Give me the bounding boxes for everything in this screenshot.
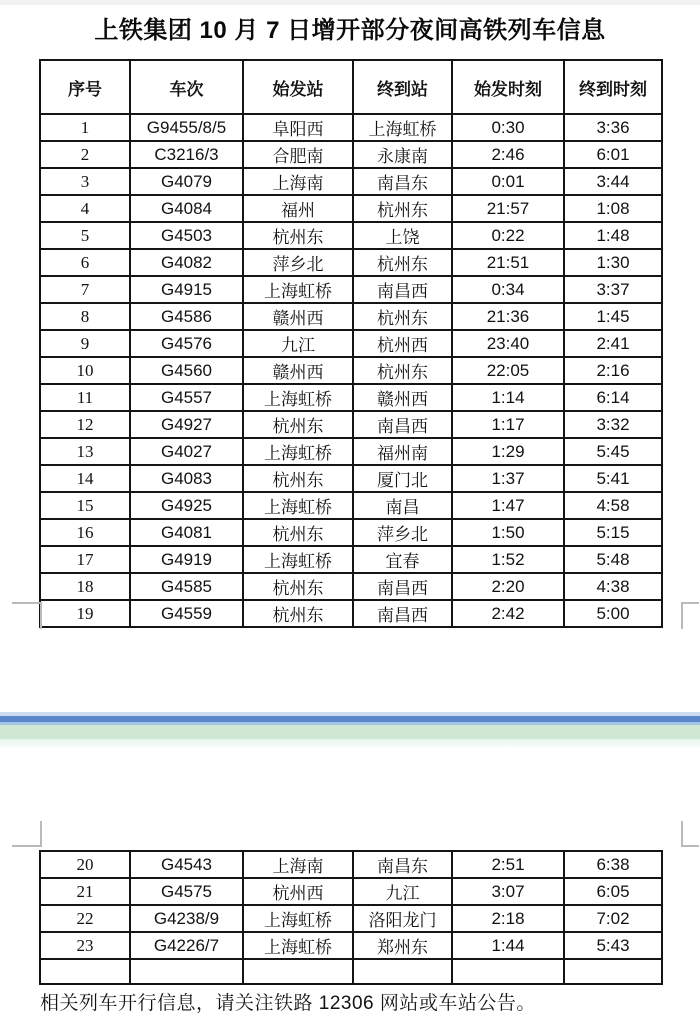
cell-depart-time: 1:47 [452,492,564,519]
cell-depart-time: 1:37 [452,465,564,492]
page2-top-right-margin-mark [681,821,699,847]
cell-origin: 杭州东 [243,411,353,438]
cell-origin: 上海虹桥 [243,546,353,573]
table-row [40,384,662,411]
table-row [40,114,662,141]
cell-arrive-time: 5:45 [564,438,662,465]
cell-seq: 20 [40,851,130,878]
cell-depart-time: 21:57 [452,195,564,222]
cell-origin: 上海虹桥 [243,492,353,519]
cell-origin: 福州 [243,195,353,222]
cell-depart-time: 2:46 [452,141,564,168]
divider-stripe-fade [0,739,700,749]
cell-arrive-time: 6:05 [564,878,662,905]
cell-depart-time: 2:18 [452,905,564,932]
cell-arrive-time: 6:38 [564,851,662,878]
table-row [40,249,662,276]
cell-destination: 九江 [353,878,452,905]
cell-depart-time: 2:42 [452,600,564,627]
cell-depart-time: 1:52 [452,546,564,573]
cell-seq: 7 [40,276,130,303]
cell-destination: 上饶 [353,222,452,249]
cell-train-no: G4925 [130,492,243,519]
cell-destination: 南昌东 [353,851,452,878]
cell-train-no: G4559 [130,600,243,627]
cell-seq: 2 [40,141,130,168]
cell-origin: 上海南 [243,168,353,195]
table-row [40,905,662,932]
page-top-strip [0,0,700,5]
page1-bottom-right-margin-mark [681,602,699,629]
table-row [40,600,662,627]
cell-destination [353,959,452,984]
cell-depart-time: 1:44 [452,932,564,959]
cell-arrive-time: 2:16 [564,357,662,384]
cell-arrive-time: 3:37 [564,276,662,303]
cell-destination: 杭州西 [353,330,452,357]
cell-destination: 厦门北 [353,465,452,492]
divider-stripe-green [0,725,700,739]
cell-arrive-time: 3:36 [564,114,662,141]
cell-destination: 南昌西 [353,573,452,600]
cell-arrive-time: 1:08 [564,195,662,222]
cell-arrive-time: 7:02 [564,905,662,932]
cell-arrive-time: 5:00 [564,600,662,627]
table-row [40,195,662,222]
cell-destination: 南昌西 [353,411,452,438]
cell-depart-time: 1:29 [452,438,564,465]
cell-origin: 上海虹桥 [243,276,353,303]
cell-destination: 南昌 [353,492,452,519]
cell-train-no: G4915 [130,276,243,303]
page2-top-left-margin-mark [12,821,42,847]
table-row [40,168,662,195]
header-train-no: 车次 [130,60,243,114]
cell-destination: 福州南 [353,438,452,465]
footer-note: 相关列车开行信息，请关注铁路 12306 网站或车站公告。 [40,993,536,1014]
cell-destination: 萍乡北 [353,519,452,546]
cell-train-no: G4586 [130,303,243,330]
cell-train-no: G4575 [130,878,243,905]
table-row [40,959,662,984]
cell-origin: 九江 [243,330,353,357]
cell-destination: 宜春 [353,546,452,573]
table-row [40,519,662,546]
cell-arrive-time: 1:45 [564,303,662,330]
cell-arrive-time: 6:01 [564,141,662,168]
cell-destination: 永康南 [353,141,452,168]
cell-depart-time: 2:51 [452,851,564,878]
cell-arrive-time: 3:32 [564,411,662,438]
cell-train-no: G4027 [130,438,243,465]
cell-depart-time: 1:14 [452,384,564,411]
cell-seq: 23 [40,932,130,959]
cell-train-no: G9455/8/5 [130,114,243,141]
cell-seq: 11 [40,384,130,411]
cell-origin: 赣州西 [243,357,353,384]
page-title: 上铁集团 10 月 7 日增开部分夜间高铁列车信息 [94,17,606,44]
cell-train-no: C3216/3 [130,141,243,168]
cell-depart-time [452,959,564,984]
cell-seq: 9 [40,330,130,357]
cell-train-no: G4082 [130,249,243,276]
cell-origin: 杭州东 [243,573,353,600]
table-row [40,465,662,492]
cell-train-no: G4927 [130,411,243,438]
header-arrive-time: 终到时刻 [564,60,662,114]
cell-seq: 19 [40,600,130,627]
cell-train-no: G4226/7 [130,932,243,959]
header-destination: 终到站 [353,60,452,114]
table-row [40,438,662,465]
train-table-page2 [39,850,663,985]
cell-seq: 3 [40,168,130,195]
cell-train-no: G4560 [130,357,243,384]
cell-origin: 杭州东 [243,600,353,627]
cell-train-no: G4543 [130,851,243,878]
cell-seq: 5 [40,222,130,249]
cell-destination: 郑州东 [353,932,452,959]
cell-depart-time: 3:07 [452,878,564,905]
cell-seq: 21 [40,878,130,905]
cell-destination: 杭州东 [353,195,452,222]
cell-origin: 杭州东 [243,519,353,546]
header-depart-time: 始发时刻 [452,60,564,114]
cell-arrive-time: 5:41 [564,465,662,492]
cell-depart-time: 23:40 [452,330,564,357]
cell-seq: 13 [40,438,130,465]
cell-arrive-time [564,959,662,984]
cell-train-no: G4585 [130,573,243,600]
cell-seq: 12 [40,411,130,438]
cell-destination: 杭州东 [353,303,452,330]
header-seq: 序号 [40,60,130,114]
cell-train-no: G4083 [130,465,243,492]
table-row [40,303,662,330]
cell-depart-time: 0:30 [452,114,564,141]
table-row [40,851,662,878]
cell-seq: 10 [40,357,130,384]
cell-arrive-time: 1:48 [564,222,662,249]
table-row [40,573,662,600]
cell-seq: 4 [40,195,130,222]
cell-train-no: G4079 [130,168,243,195]
table-header-row [40,60,662,114]
cell-destination: 杭州东 [353,357,452,384]
cell-depart-time: 22:05 [452,357,564,384]
cell-seq: 22 [40,905,130,932]
cell-seq [40,959,130,984]
cell-depart-time: 2:20 [452,573,564,600]
cell-arrive-time: 5:43 [564,932,662,959]
table-row [40,878,662,905]
cell-arrive-time: 4:38 [564,573,662,600]
cell-depart-time: 21:51 [452,249,564,276]
cell-origin: 杭州西 [243,878,353,905]
cell-destination: 南昌西 [353,276,452,303]
page1-bottom-left-margin-mark [12,602,42,629]
header-origin: 始发站 [243,60,353,114]
cell-train-no: G4238/9 [130,905,243,932]
cell-origin [243,959,353,984]
cell-destination: 杭州东 [353,249,452,276]
table-row [40,492,662,519]
cell-origin: 上海虹桥 [243,384,353,411]
table-row [40,357,662,384]
cell-seq: 15 [40,492,130,519]
cell-destination: 赣州西 [353,384,452,411]
cell-origin: 合肥南 [243,141,353,168]
cell-depart-time: 21:36 [452,303,564,330]
cell-train-no: G4557 [130,384,243,411]
cell-origin: 上海虹桥 [243,932,353,959]
cell-origin: 阜阳西 [243,114,353,141]
cell-destination: 南昌西 [353,600,452,627]
cell-depart-time: 1:50 [452,519,564,546]
train-table-page1 [39,59,663,628]
cell-arrive-time: 4:58 [564,492,662,519]
cell-depart-time: 0:01 [452,168,564,195]
table-row [40,546,662,573]
table-row [40,411,662,438]
cell-seq: 8 [40,303,130,330]
cell-origin: 赣州西 [243,303,353,330]
cell-origin: 上海虹桥 [243,905,353,932]
cell-depart-time: 0:22 [452,222,564,249]
cell-destination: 上海虹桥 [353,114,452,141]
cell-seq: 6 [40,249,130,276]
cell-seq: 16 [40,519,130,546]
table-row [40,222,662,249]
cell-train-no [130,959,243,984]
cell-destination: 洛阳龙门 [353,905,452,932]
table-row [40,932,662,959]
table-row [40,276,662,303]
cell-origin: 上海虹桥 [243,438,353,465]
cell-depart-time: 1:17 [452,411,564,438]
cell-depart-time: 0:34 [452,276,564,303]
cell-arrive-time: 6:14 [564,384,662,411]
cell-seq: 1 [40,114,130,141]
table-row [40,330,662,357]
cell-arrive-time: 5:15 [564,519,662,546]
cell-seq: 14 [40,465,130,492]
cell-arrive-time: 1:30 [564,249,662,276]
cell-train-no: G4081 [130,519,243,546]
cell-seq: 17 [40,546,130,573]
cell-train-no: G4919 [130,546,243,573]
cell-destination: 南昌东 [353,168,452,195]
cell-arrive-time: 3:44 [564,168,662,195]
cell-train-no: G4084 [130,195,243,222]
cell-seq: 18 [40,573,130,600]
table-row [40,141,662,168]
cell-origin: 萍乡北 [243,249,353,276]
cell-arrive-time: 2:41 [564,330,662,357]
cell-arrive-time: 5:48 [564,546,662,573]
cell-origin: 杭州东 [243,465,353,492]
cell-train-no: G4576 [130,330,243,357]
cell-train-no: G4503 [130,222,243,249]
cell-origin: 杭州东 [243,222,353,249]
cell-origin: 上海南 [243,851,353,878]
